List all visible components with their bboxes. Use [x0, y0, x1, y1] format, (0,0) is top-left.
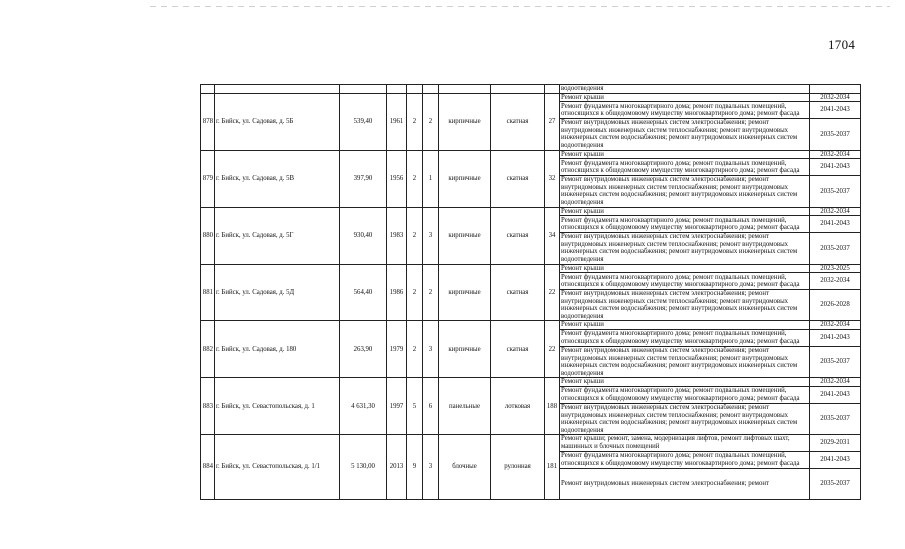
work-description: Ремонт фундамента многоквартирного дома; ремонт подвальных помещений, относящихся к общедомовому имуществу многоквартирного дома; ремонт фасада	[560, 273, 810, 290]
work-description: водоотведения	[560, 85, 810, 94]
record-address: г. Бийск, ул. Садовая, д. 180	[215, 321, 340, 378]
work-period: 2032-2034	[810, 93, 861, 102]
record-floors: 9	[407, 435, 423, 499]
record-address: г. Бийск, ул. Садовая, д. 5Г	[215, 207, 340, 264]
record-area: 397,90	[340, 150, 387, 207]
work-period: 2041-2043	[810, 451, 861, 468]
cell-empty	[340, 85, 387, 94]
work-description: Ремонт крыши	[560, 264, 810, 273]
cell-empty	[423, 85, 439, 94]
record-area: 263,90	[340, 321, 387, 378]
record-area: 5 130,00	[340, 435, 387, 499]
work-period: 2041-2043	[810, 159, 861, 176]
work-description: Ремонт фундамента многоквартирного дома; ремонт подвальных помещений, относящихся к общедомовому имуществу многоквартирного дома; ремонт фасада	[560, 387, 810, 404]
record-apartments: 22	[545, 321, 560, 378]
work-period: 2035-2037	[810, 176, 861, 207]
cell-empty	[201, 85, 215, 94]
record-apartments: 27	[545, 93, 560, 150]
cell-empty	[387, 85, 407, 94]
record-number: 884	[201, 435, 215, 499]
table-row-continuation	[201, 85, 861, 94]
record-roof-type: скатная	[491, 321, 545, 378]
work-description: Ремонт крыши	[560, 93, 810, 102]
work-period: 2041-2043	[810, 330, 861, 347]
record-address: г. Бийск, ул. Садовая, д. 5Б	[215, 93, 340, 150]
housing-register-table	[200, 84, 861, 500]
record-year: 1961	[387, 93, 407, 150]
work-period: 2032-2034	[810, 378, 861, 387]
work-description: Ремонт внутридомовых инженерных систем электроснабжения; ремонт внутридомовых инженерных систем теплоснабжения; ремонт внутридомовых инженерных систем водоснабжения; ремонт внутридомовых инженерных систем водоотведения	[560, 290, 810, 321]
work-period: 2032-2034	[810, 273, 861, 290]
record-apartments: 188	[545, 378, 560, 435]
record-wall-material: кирпичные	[439, 264, 491, 321]
cell-empty	[545, 85, 560, 94]
table-row	[201, 321, 861, 330]
work-period: 2035-2037	[810, 404, 861, 435]
cell-empty	[491, 85, 545, 94]
work-description: Ремонт фундамента многоквартирного дома; ремонт подвальных помещений, относящихся к общедомовому имуществу многоквартирного дома; ремонт фасада	[560, 451, 810, 468]
record-wall-material: кирпичные	[439, 207, 491, 264]
table-row	[201, 150, 861, 159]
record-year: 1956	[387, 150, 407, 207]
cell-empty	[215, 85, 340, 94]
work-period: 2035-2037	[810, 468, 861, 499]
record-entrances: 2	[423, 264, 439, 321]
table-row	[201, 207, 861, 216]
work-description: Ремонт фундамента многоквартирного дома; ремонт подвальных помещений, относящихся к общедомовому имуществу многоквартирного дома; ремонт фасада	[560, 216, 810, 233]
work-period	[810, 85, 861, 94]
record-address: г. Бийск, ул. Садовая, д. 5Д	[215, 264, 340, 321]
record-year: 1997	[387, 378, 407, 435]
record-entrances: 1	[423, 150, 439, 207]
work-period: 2035-2037	[810, 347, 861, 378]
work-period: 2029-2031	[810, 435, 861, 451]
record-apartments: 32	[545, 150, 560, 207]
record-number: 880	[201, 207, 215, 264]
record-apartments: 181	[545, 435, 560, 499]
record-wall-material: кирпичные	[439, 321, 491, 378]
table-row	[201, 378, 861, 387]
work-description: Ремонт фундамента многоквартирного дома; ремонт подвальных помещений, относящихся к общедомовому имуществу многоквартирного дома; ремонт фасада	[560, 330, 810, 347]
record-address: г. Бийск, ул. Севастопольская, д. 1	[215, 378, 340, 435]
work-period: 2035-2037	[810, 119, 861, 150]
record-number: 878	[201, 93, 215, 150]
record-year: 1979	[387, 321, 407, 378]
work-description: Ремонт фундамента многоквартирного дома; ремонт подвальных помещений, относящихся к общедомовому имуществу многоквартирного дома; ремонт фасада	[560, 159, 810, 176]
cell-empty	[439, 85, 491, 94]
record-wall-material: кирпичные	[439, 150, 491, 207]
record-roof-type: скатная	[491, 264, 545, 321]
record-year: 2013	[387, 435, 407, 499]
record-entrances: 3	[423, 207, 439, 264]
record-floors: 2	[407, 93, 423, 150]
work-period: 2026-2028	[810, 290, 861, 321]
record-wall-material: панельные	[439, 378, 491, 435]
work-description: Ремонт внутридомовых инженерных систем электроснабжения; ремонт	[560, 468, 810, 499]
work-description: Ремонт крыши	[560, 150, 810, 159]
work-description: Ремонт внутридомовых инженерных систем электроснабжения; ремонт внутридомовых инженерных систем теплоснабжения; ремонт внутридомовых инженерных систем водоснабжения; ремонт внутридомовых инженерных систем водоотведения	[560, 119, 810, 150]
work-period: 2035-2037	[810, 233, 861, 264]
work-period: 2041-2043	[810, 216, 861, 233]
work-period: 2032-2034	[810, 321, 861, 330]
work-period: 2041-2043	[810, 102, 861, 119]
work-description: Ремонт внутридомовых инженерных систем электроснабжения; ремонт внутридомовых инженерных систем теплоснабжения; ремонт внутридомовых инженерных систем водоснабжения; ремонт внутридомовых инженерных систем водоотведения	[560, 233, 810, 264]
record-wall-material: кирпичные	[439, 93, 491, 150]
work-period: 2041-2043	[810, 387, 861, 404]
work-period: 2032-2034	[810, 207, 861, 216]
page-number: 1704	[828, 37, 856, 52]
work-description: Ремонт крыши; ремонт, замена, модернизация лифтов, ремонт лифтовых шахт, машинных и блочных помещений	[560, 435, 810, 451]
record-floors: 2	[407, 264, 423, 321]
record-year: 1986	[387, 264, 407, 321]
work-description: Ремонт внутридомовых инженерных систем электроснабжения; ремонт внутридомовых инженерных систем теплоснабжения; ремонт внутридомовых инженерных систем водоснабжения; ремонт внутридомовых инженерных систем водоотведения	[560, 404, 810, 435]
record-floors: 2	[407, 321, 423, 378]
table-row	[201, 93, 861, 102]
record-area: 930,40	[340, 207, 387, 264]
record-entrances: 3	[423, 435, 439, 499]
record-roof-type: скатная	[491, 207, 545, 264]
record-year: 1983	[387, 207, 407, 264]
record-roof-type: рулонная	[491, 435, 545, 499]
record-roof-type: скатная	[491, 93, 545, 150]
table-row	[201, 435, 861, 451]
register-body	[201, 85, 861, 500]
record-apartments: 22	[545, 264, 560, 321]
scan-artifact-line	[150, 6, 890, 7]
record-area: 4 631,30	[340, 378, 387, 435]
work-description: Ремонт крыши	[560, 321, 810, 330]
work-description: Ремонт крыши	[560, 207, 810, 216]
record-number: 881	[201, 264, 215, 321]
record-address: г. Бийск, ул. Садовая, д. 5В	[215, 150, 340, 207]
record-address: г. Бийск, ул. Севастопольская, д. 1/1	[215, 435, 340, 499]
record-roof-type: лотковая	[491, 378, 545, 435]
work-period: 2032-2034	[810, 150, 861, 159]
record-area: 539,40	[340, 93, 387, 150]
record-number: 882	[201, 321, 215, 378]
record-floors: 2	[407, 207, 423, 264]
table-row	[201, 264, 861, 273]
work-description: Ремонт внутридомовых инженерных систем электроснабжения; ремонт внутридомовых инженерных систем теплоснабжения; ремонт внутридомовых инженерных систем водоснабжения; ремонт внутридомовых инженерных систем водоотведения	[560, 347, 810, 378]
record-number: 879	[201, 150, 215, 207]
record-wall-material: блочные	[439, 435, 491, 499]
record-entrances: 6	[423, 378, 439, 435]
record-floors: 2	[407, 150, 423, 207]
record-apartments: 34	[545, 207, 560, 264]
work-description: Ремонт фундамента многоквартирного дома; ремонт подвальных помещений, относящихся к общедомовому имуществу многоквартирного дома; ремонт фасада	[560, 102, 810, 119]
record-number: 883	[201, 378, 215, 435]
record-floors: 5	[407, 378, 423, 435]
work-description: Ремонт крыши	[560, 378, 810, 387]
cell-empty	[407, 85, 423, 94]
record-entrances: 2	[423, 93, 439, 150]
work-description: Ремонт внутридомовых инженерных систем электроснабжения; ремонт внутридомовых инженерных систем теплоснабжения; ремонт внутридомовых инженерных систем водоснабжения; ремонт внутридомовых инженерных систем водоотведения	[560, 176, 810, 207]
record-area: 564,40	[340, 264, 387, 321]
work-period: 2023-2025	[810, 264, 861, 273]
record-roof-type: скатная	[491, 150, 545, 207]
record-entrances: 3	[423, 321, 439, 378]
